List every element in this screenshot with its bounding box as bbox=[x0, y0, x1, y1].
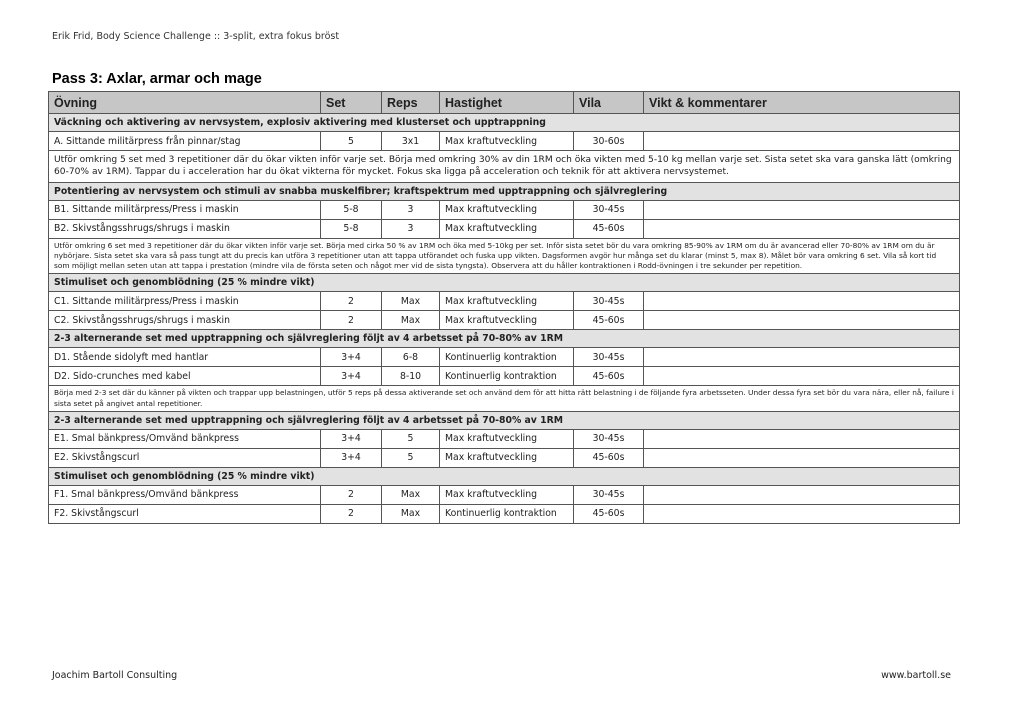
exercise-cell: D1. Stående sidolyft med hantlar bbox=[49, 348, 321, 367]
column-header-exercise: Övning bbox=[49, 92, 321, 114]
rest-cell: 30-45s bbox=[574, 292, 644, 311]
rest-cell: 30-45s bbox=[574, 429, 644, 448]
reps-cell: Max bbox=[382, 292, 440, 311]
set-cell: 5-8 bbox=[321, 200, 382, 219]
set-cell: 3+4 bbox=[321, 367, 382, 386]
comment-cell[interactable] bbox=[644, 311, 960, 330]
rest-cell: 45-60s bbox=[574, 504, 644, 523]
section-title: Väckning och aktivering av nervsystem, explosiv aktivering med klusterset och upptrappning bbox=[49, 114, 960, 132]
reps-cell: Max bbox=[382, 485, 440, 504]
comment-cell[interactable] bbox=[644, 367, 960, 386]
exercise-cell: C1. Sittande militärpress/Press i maskin bbox=[49, 292, 321, 311]
speed-cell: Kontinuerlig kontraktion bbox=[440, 504, 574, 523]
set-cell: 5-8 bbox=[321, 219, 382, 238]
section-title: Stimuliset och genomblödning (25 % mindre vikt) bbox=[49, 467, 960, 485]
comment-cell[interactable] bbox=[644, 132, 960, 151]
reps-cell: 6-8 bbox=[382, 348, 440, 367]
exercise-cell: B2. Skivstångsshrugs/shrugs i maskin bbox=[49, 219, 321, 238]
column-header-speed: Hastighet bbox=[440, 92, 574, 114]
rest-cell: 30-45s bbox=[574, 485, 644, 504]
table-row bbox=[49, 485, 960, 504]
set-cell: 5 bbox=[321, 132, 382, 151]
speed-cell: Max kraftutveckling bbox=[440, 132, 574, 151]
workout-table bbox=[48, 91, 960, 524]
set-cell: 2 bbox=[321, 311, 382, 330]
rest-cell: 45-60s bbox=[574, 367, 644, 386]
table-row bbox=[49, 348, 960, 367]
rest-cell: 45-60s bbox=[574, 311, 644, 330]
comment-cell[interactable] bbox=[644, 485, 960, 504]
document-subtitle: Erik Frid, Body Science Challenge :: 3-split, extra fokus bröst bbox=[52, 31, 340, 42]
table-row bbox=[49, 367, 960, 386]
table-row bbox=[49, 219, 960, 238]
rest-cell: 30-45s bbox=[574, 200, 644, 219]
exercise-cell: F1. Smal bänkpress/Omvänd bänkpress bbox=[49, 485, 321, 504]
set-cell: 3+4 bbox=[321, 429, 382, 448]
reps-cell: 8-10 bbox=[382, 367, 440, 386]
comment-cell[interactable] bbox=[644, 448, 960, 467]
section-header-row bbox=[49, 274, 960, 292]
speed-cell: Max kraftutveckling bbox=[440, 429, 574, 448]
table-row bbox=[49, 311, 960, 330]
rest-cell: 30-45s bbox=[574, 348, 644, 367]
section-header-row bbox=[49, 411, 960, 429]
column-header-reps: Reps bbox=[382, 92, 440, 114]
exercise-cell: E1. Smal bänkpress/Omvänd bänkpress bbox=[49, 429, 321, 448]
reps-cell: Max bbox=[382, 504, 440, 523]
reps-cell: Max bbox=[382, 311, 440, 330]
reps-cell: 5 bbox=[382, 429, 440, 448]
column-header-comments: Vikt & kommentarer bbox=[644, 92, 960, 114]
speed-cell: Kontinuerlig kontraktion bbox=[440, 367, 574, 386]
exercise-cell: F2. Skivstångscurl bbox=[49, 504, 321, 523]
section-header-row bbox=[49, 467, 960, 485]
table-row bbox=[49, 504, 960, 523]
comment-cell[interactable] bbox=[644, 348, 960, 367]
instruction-note: Utför omkring 6 set med 3 repetitioner där du ökar vikten inför varje set. Börja med cirka 50 % av 1RM och öka med 5-10kg per set. Inför sista setet bör du vara omkring 85-90% av 1RM om du är avancerad eller 70-80% av 1RM om du är nybörjare. Sista setet ska vara så pass tungt att du precis kan utföra 3 repetitioner utan att tappa utförandet och fuska upp vikten. Dagsformen avgör hur många set du klarar (minst 5, max 8). Målet bör vara omkring 6 set. Vila så kort tid som möjligt mellan seten utan att tappa i prestation (mindre vila de första seten och något mer vid de sista tyngsta). Observera att du håller kontraktionen i Rodd-övningen i tre sekunder per repetition. bbox=[49, 238, 960, 274]
reps-cell: 3x1 bbox=[382, 132, 440, 151]
rest-cell: 45-60s bbox=[574, 219, 644, 238]
table-row bbox=[49, 200, 960, 219]
column-header-rest: Vila bbox=[574, 92, 644, 114]
rest-cell: 30-60s bbox=[574, 132, 644, 151]
comment-cell[interactable] bbox=[644, 429, 960, 448]
note-row bbox=[49, 386, 960, 411]
section-title: Potentiering av nervsystem och stimuli av snabba muskelfibrer; kraftspektrum med upptrappning och självreglering bbox=[49, 182, 960, 200]
column-header-set: Set bbox=[321, 92, 382, 114]
table-row bbox=[49, 132, 960, 151]
speed-cell: Max kraftutveckling bbox=[440, 448, 574, 467]
section-header-row bbox=[49, 330, 960, 348]
rest-cell: 45-60s bbox=[574, 448, 644, 467]
table-body bbox=[49, 114, 960, 524]
page-title: Pass 3: Axlar, armar och mage bbox=[52, 71, 262, 87]
table-row bbox=[49, 292, 960, 311]
speed-cell: Max kraftutveckling bbox=[440, 311, 574, 330]
section-title: 2-3 alternerande set med upptrappning och självreglering följt av 4 arbetsset på 70-80% av 1RM bbox=[49, 330, 960, 348]
speed-cell: Max kraftutveckling bbox=[440, 292, 574, 311]
note-row bbox=[49, 238, 960, 274]
section-header-row bbox=[49, 182, 960, 200]
section-header-row bbox=[49, 114, 960, 132]
comment-cell[interactable] bbox=[644, 504, 960, 523]
table-header-row bbox=[49, 92, 960, 114]
set-cell: 2 bbox=[321, 504, 382, 523]
note-row bbox=[49, 151, 960, 183]
comment-cell[interactable] bbox=[644, 292, 960, 311]
speed-cell: Max kraftutveckling bbox=[440, 219, 574, 238]
exercise-cell: C2. Skivstångsshrugs/shrugs i maskin bbox=[49, 311, 321, 330]
speed-cell: Kontinuerlig kontraktion bbox=[440, 348, 574, 367]
exercise-cell: E2. Skivstångscurl bbox=[49, 448, 321, 467]
footer-company: Joachim Bartoll Consulting bbox=[52, 670, 178, 681]
table-row bbox=[49, 448, 960, 467]
set-cell: 2 bbox=[321, 485, 382, 504]
speed-cell: Max kraftutveckling bbox=[440, 200, 574, 219]
speed-cell: Max kraftutveckling bbox=[440, 485, 574, 504]
footer-website: www.bartoll.se bbox=[881, 670, 951, 681]
exercise-cell: D2. Sido-crunches med kabel bbox=[49, 367, 321, 386]
section-title: Stimuliset och genomblödning (25 % mindre vikt) bbox=[49, 274, 960, 292]
table-row bbox=[49, 429, 960, 448]
set-cell: 3+4 bbox=[321, 448, 382, 467]
reps-cell: 5 bbox=[382, 448, 440, 467]
section-title: 2-3 alternerande set med upptrappning och självreglering följt av 4 arbetsset på 70-80% av 1RM bbox=[49, 411, 960, 429]
comment-cell[interactable] bbox=[644, 219, 960, 238]
comment-cell[interactable] bbox=[644, 200, 960, 219]
set-cell: 2 bbox=[321, 292, 382, 311]
reps-cell: 3 bbox=[382, 219, 440, 238]
exercise-cell: B1. Sittande militärpress/Press i maskin bbox=[49, 200, 321, 219]
instruction-note: Börja med 2-3 set där du känner på vikten och trappar upp belastningen, utför 5 reps på dessa aktiverande set och använd dem för att hitta rätt belastning i de följande fyra arbetsseten. Under dessa fyra set bör du vara nära, eller nå, failure i sista setet på angivet antal repetitioner. bbox=[49, 386, 960, 411]
reps-cell: 3 bbox=[382, 200, 440, 219]
exercise-cell: A. Sittande militärpress från pinnar/stag bbox=[49, 132, 321, 151]
instruction-note: Utför omkring 5 set med 3 repetitioner där du ökar vikten inför varje set. Börja med omkring 30% av din 1RM och öka vikten med 5-10 kg mellan varje set. Sista setet ska vara ganska lätt (omkring 60-70% av 1RM). Tappar du i acceleration har du ökat vikterna för mycket. Fokus ska ligga på acceleration och teknik för att aktivera nervsystemet. bbox=[49, 151, 960, 183]
set-cell: 3+4 bbox=[321, 348, 382, 367]
